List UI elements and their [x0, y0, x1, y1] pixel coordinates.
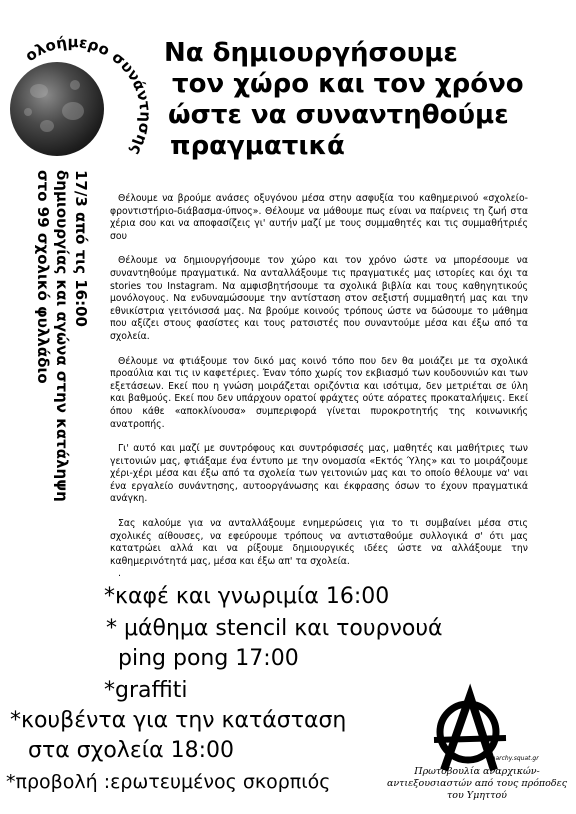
schedule-item-coffee: *καφέ και γνωριμία 16:00 [104, 584, 390, 609]
body-text [110, 193, 528, 578]
vertical-description: δημιουργίας και αγώνα στην κατάληψη [53, 170, 71, 502]
signature: Πρωτοβουλία αναρχικών-αντιεξουσιαστών από τους πρόποδες του Υμηττού [386, 766, 568, 801]
schedule-item-graffiti: *graffiti [104, 678, 188, 703]
headline-line-4: πραγματικά [170, 131, 345, 161]
headline-line-2: τον χώρο και τον χρόνο [172, 69, 524, 99]
schedule-item-schools: στα σχολεία 18:00 [28, 738, 235, 763]
paragraph-1: Θέλουμε να βρούμε ανάσες οξυγόνου μέσα στην ασφυξία του καθημερινού «σχολείο-φροντιστήριο-διάβασμα-ύπνος». Θέλουμε να μάθουμε πως είναι να παίρνεις τη ζωή στα χέρια σου και να αποφασίζεις γι' αυτήν μαζί με τους συμμαθητές και τις συμμαθήτριές σου [110, 193, 528, 242]
svg-text:ολοήμερο συνάντησης [22, 33, 155, 158]
anarchy-symbol-icon [430, 694, 510, 774]
schedule-item-discussion: *κουβέντα για την κατάσταση [10, 708, 347, 733]
paragraph-4: Γι' αυτό και μαζί με συντρόφους και συντρόφισσές μας, μαθητές και μαθήτριες των γειτονιών μας, φτιάξαμε ένα έντυπο με την ονομασία «Εκτός Ύλης» και το μοιράζουμε χέρι-χέρι μέσα και έξω από τα σχολεία των γειτονιών μας και το οποίο θέλουμε να' ναι ένα εργαλείο συνάντησης, αυτοοργάνωσης και έκφρασης όσων το έχουν πραγματικά ανάγκη. [110, 443, 528, 505]
site-label: anarchy.squat.gr [488, 755, 539, 762]
schedule-item-screening: *προβολή :ερωτευμένος σκορπιός [6, 771, 331, 793]
paragraph-2: Θέλουμε να δημιουργήσουμε τον χώρο και τον χρόνο ώστε να μπορέσουμε να συναντηθούμε πραγματικά. Να ανταλλάξουμε τις πραγματικές μας ιστορίες και όχι τα stories του Instagram. Να αμφισβητήσουμε τα σχολικά βιβλία και τους καθηγητικούς μονόλογους. Να ενδυναμώσουμε την αντίσταση στον σεξιστή συμμαθητή μας και την εθνικίστρια γειτόνισσά μας. Να βρούμε κοινούς τρόπους ώστε να δώσουμε το μάθημα που αξίζει στους φασίστες και τους ρατσιστές που συναντούμε μέσα και έξω από τα σχολεία. [110, 255, 528, 342]
schedule-item-pingpong: ping pong 17:00 [118, 646, 299, 671]
trailing-dot: . [118, 568, 121, 580]
vertical-date: 17/3 από τις 16:00 [72, 170, 90, 327]
headline-line-3: ώστε να συναντηθούμε [168, 100, 509, 130]
paragraph-3: Θέλουμε να φτιάξουμε τον δικό μας κοινό τόπο που δεν θα μοιάζει με τα σχολικά προαύλια και τις ιν καφετέριες. Έναν τόπο χωρίς τον εκβιασμό των κουδουνιών και των εξετάσεων. Εκεί που η γνώση μοιράζεται οριζόντια και ισότιμα, δεν μετριέται σε ύλη και βαθμούς. Εκεί που δεν υπάρχουν ορατοί φράχτες ούτε αόρατες προκαταλήψεις. Εκεί όπου κάθε «αποκλίνουσα» συμπεριφορά γίνεται πυροκροτητής της κοινωνικής ανατροπής. [110, 355, 528, 430]
moon-arc-text [0, 18, 160, 168]
moon-arc-label: ολοήμερο συνάντησης [21, 33, 155, 159]
headline-line-1: Να δημιουργήσουμε [164, 38, 458, 68]
vertical-text-block [33, 170, 90, 502]
paragraph-5: Σας καλούμε για να ανταλλάξουμε ενημερώσεις για το τι συμβαίνει μέσα στις σχολικές αίθουσες, να εφεύρουμε τρόπους να αντισταθούμε συλλογικά σ' ότι μας κατατρώει αλλά και να ρίξουμε δημιουργικές ιδέες ώστε να αλλάξουμε την καθημερινότητά μας, μέσα και έξω απ' τα σχολεία. [110, 518, 528, 567]
vertical-location: στο 99 σχολικό φυλλάδιο [34, 170, 52, 384]
headline [164, 38, 564, 162]
schedule-item-stencil: * μάθημα stencil και τουρνουά [106, 616, 443, 641]
